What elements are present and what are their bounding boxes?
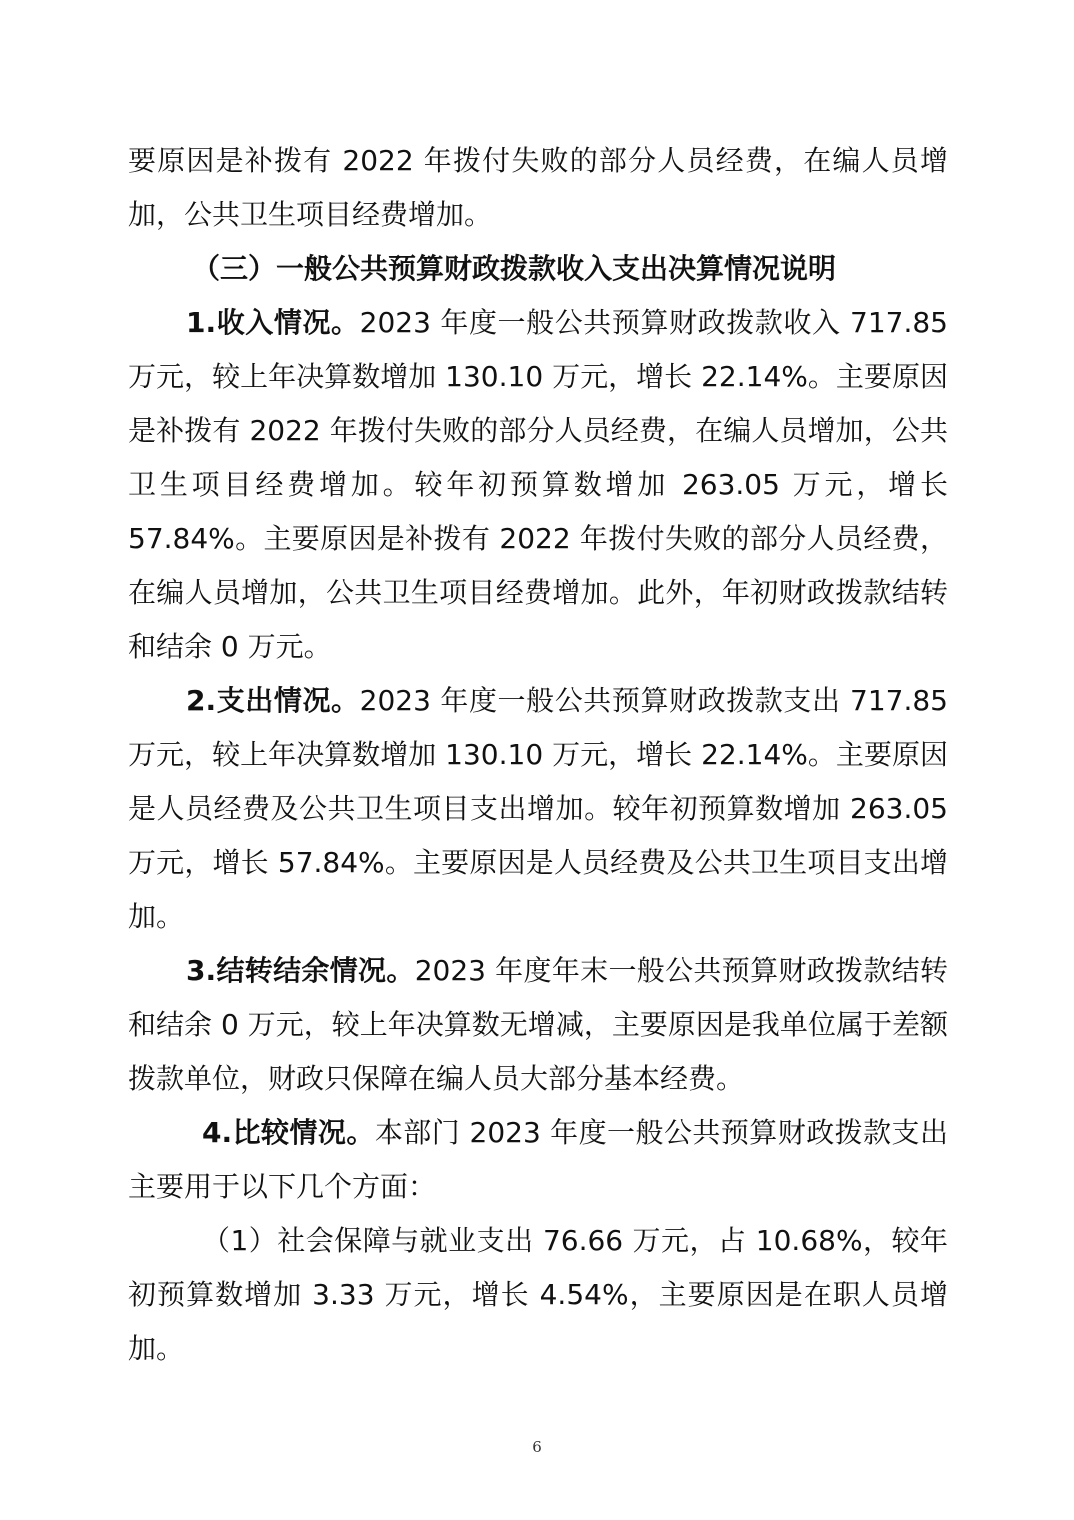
paragraph-carryover (128, 944, 948, 1106)
carryover-body: 2023 年度年末一般公共预算财政拨款结转和结余 0 万元，较上年决算数无增减，主要原因是我单位属于差额拨款单位，财政只保障在编人员大部分基本经费。 (128, 954, 948, 1095)
income-lead: 1.收入情况。 (186, 306, 360, 339)
carryover-lead: 3.结转结余情况。 (186, 954, 415, 987)
paragraph-social-security: （1）社会保障与就业支出 76.66 万元，占 10.68%，较年初预算数增加 3.33 万元，增长 4.54%，主要原因是在职人员增加。 (128, 1224, 948, 1365)
comparison-lead: 4.比较情况。 (202, 1116, 375, 1149)
page-number: 6 (532, 1438, 542, 1456)
comparison-body: 本部门 2023 年度一般公共预算财政拨款支出主要用于以下几个方面： (128, 1116, 948, 1203)
section-heading: （三）一般公共预算财政拨款收入支出决算情况说明 (192, 252, 837, 285)
expenditure-body: 2023 年度一般公共预算财政拨款支出 717.85 万元，较上年决算数增加 130.10 万元，增长 22.14%。主要原因是人员经费及公共卫生项目支出增加。较年初预算数增加 263.05 万元，增长 57.84%。主要原因是人员经费及公共卫生项目支出增加。 (128, 684, 948, 933)
paragraph-income (128, 296, 948, 674)
document-page (128, 134, 948, 1376)
income-body: 2023 年度一般公共预算财政拨款收入 717.85 万元，较上年决算数增加 130.10 万元，增长 22.14%。主要原因是补拨有 2022 年拨付失败的部分人员经费，在编人员增加，公共卫生项目经费增加。较年初预算数增加 263.05 万元，增长 57.84%。主要原因是补拨有 2022 年拨付失败的部分人员经费，在编人员增加，公共卫生项目经费增加。此外，年初财政拨款结转和结余 0 万元。 (128, 306, 948, 663)
expenditure-lead: 2.支出情况。 (186, 684, 360, 717)
paragraph-expenditure (128, 674, 948, 944)
paragraph-comparison (128, 1106, 948, 1214)
paragraph-continuation: 要原因是补拨有 2022 年拨付失败的部分人员经费，在编人员增加，公共卫生项目经费增加。 (128, 144, 948, 231)
